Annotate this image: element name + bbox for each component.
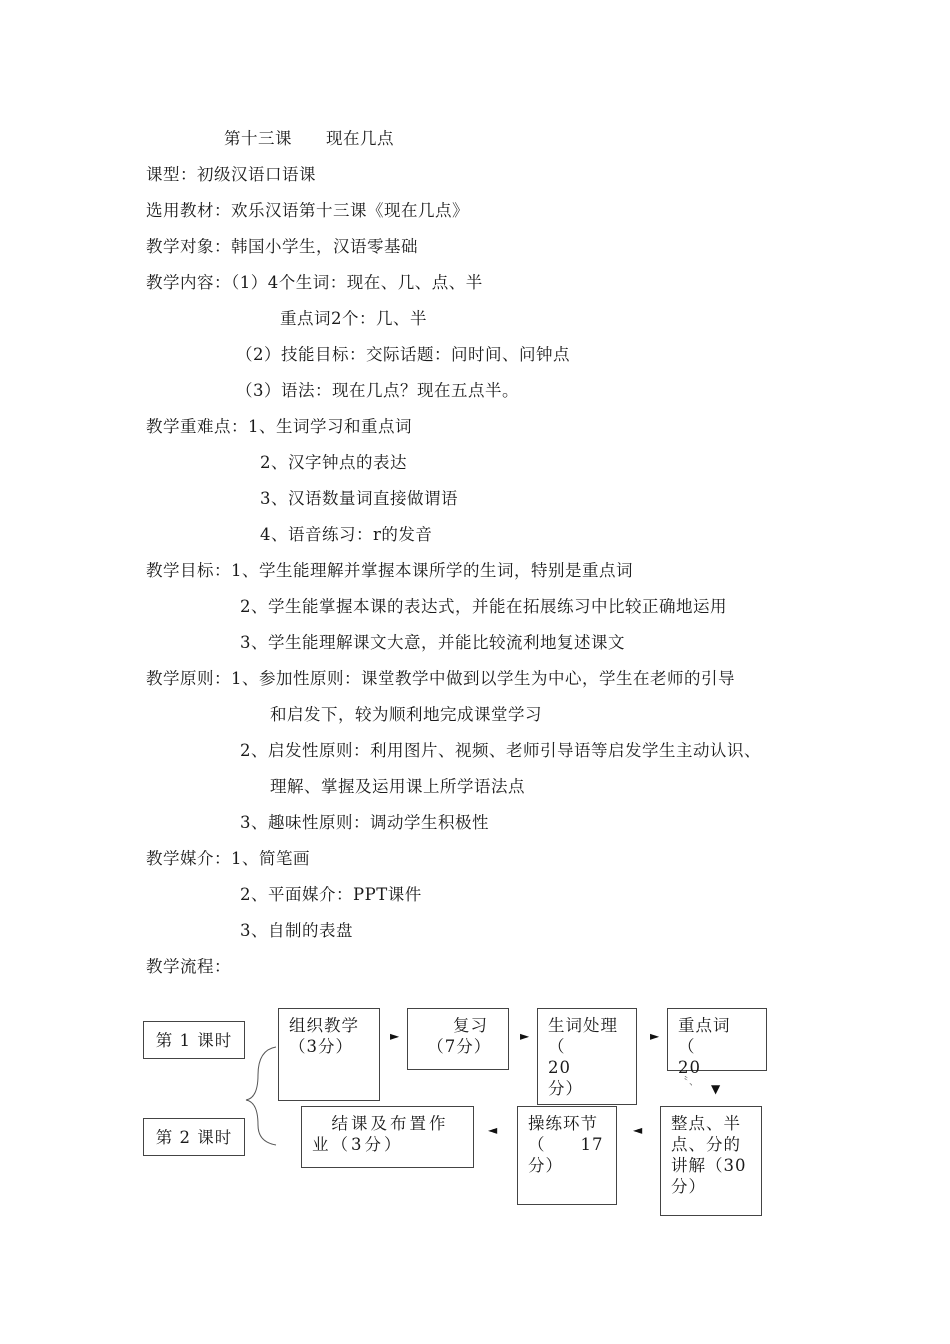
arrow-down-icon: ▼ bbox=[711, 1082, 721, 1096]
text-line-key-points-1: 教学重难点：1、生词学习和重点词 bbox=[146, 417, 412, 436]
step-box-review bbox=[407, 1008, 509, 1070]
step-text: （7分） bbox=[418, 1037, 492, 1056]
step-box-closing bbox=[301, 1106, 474, 1168]
step-box-organize bbox=[278, 1008, 380, 1101]
text-line-textbook: 选用教材：欢乐汉语第十三课《现在几点》 bbox=[146, 201, 469, 220]
session-box-2 bbox=[143, 1118, 245, 1156]
step-text: （3分） bbox=[289, 1037, 353, 1056]
step-text: 分） bbox=[528, 1156, 563, 1175]
step-text: 讲解（30 bbox=[671, 1156, 747, 1175]
step-text: 点、分的 bbox=[671, 1135, 741, 1154]
text-line-principles-3: 3、趣味性原则：调动学生积极性 bbox=[240, 813, 489, 832]
text-line-content-3: （3）语法：现在几点？现在五点半。 bbox=[236, 381, 519, 400]
text-line-key-points-4: 4、语音练习：r的发音 bbox=[260, 525, 433, 544]
step-text: 〝、 bbox=[678, 1077, 700, 1088]
text-line-flow-heading: 教学流程： bbox=[146, 957, 231, 976]
session-label-2: 第 2 课时 bbox=[155, 1127, 233, 1147]
step-text: 组织教学 bbox=[289, 1016, 359, 1035]
session-label-1: 第 1 课时 bbox=[155, 1030, 233, 1050]
arrow-left-icon: ◄ bbox=[633, 1123, 643, 1137]
step-text: 整点、半 bbox=[671, 1114, 741, 1133]
text-line-principles-2: 2、启发性原则：利用图片、视频、老师引导语等启发学生主动认识、 bbox=[240, 741, 761, 760]
step-text: 复习 bbox=[418, 1016, 488, 1035]
step-text: 分） bbox=[548, 1079, 583, 1098]
arrow-left-icon: ◄ bbox=[488, 1123, 498, 1137]
step-box-practice bbox=[517, 1106, 617, 1205]
text-line-principles-1: 教学原则：1、参加性原则：课堂教学中做到以学生为中心，学生在老师的引导 bbox=[146, 669, 735, 688]
step-text: 分） bbox=[671, 1177, 706, 1196]
text-line-principles-1-cont: 和启发下，较为顺利地完成课堂学习 bbox=[270, 705, 542, 724]
text-line-course-type: 课型：初级汉语口语课 bbox=[146, 165, 316, 184]
step-text: （ 17 bbox=[528, 1135, 604, 1154]
text-line-media-1: 教学媒介：1、简笔画 bbox=[146, 849, 310, 868]
text-line-content-key-words: 重点词2个：几、半 bbox=[280, 309, 427, 328]
step-text: （ 20 bbox=[678, 1037, 737, 1077]
step-text: 操练环节 bbox=[528, 1114, 598, 1133]
text-line-goals-3: 3、学生能理解课文大意，并能比较流利地复述课文 bbox=[240, 633, 625, 652]
text-line-content-1: 教学内容：（1）4个生词：现在、几、点、半 bbox=[146, 273, 483, 292]
text-line-content-2: （2）技能目标：交际话题：问时间、问钟点 bbox=[236, 345, 570, 364]
text-line-media-2: 2、平面媒介：PPT课件 bbox=[240, 885, 422, 904]
text-line-principles-2-cont: 理解、掌握及运用课上所学语法点 bbox=[270, 777, 525, 796]
arrow-right-icon: ► bbox=[650, 1029, 660, 1043]
text-line-audience: 教学对象：韩国小学生，汉语零基础 bbox=[146, 237, 418, 256]
text-line-media-3: 3、自制的表盘 bbox=[240, 921, 353, 940]
step-box-explanation bbox=[660, 1106, 762, 1216]
step-box-key-words bbox=[667, 1008, 767, 1088]
text-line-key-points-2: 2、汉字钟点的表达 bbox=[260, 453, 407, 472]
step-text: （ 20 bbox=[548, 1037, 607, 1077]
step-text: 生词处理 bbox=[548, 1016, 618, 1035]
text-line-goals-1: 教学目标：1、学生能理解并掌握本课所学的生词，特别是重点词 bbox=[146, 561, 633, 580]
arrow-right-icon: ► bbox=[390, 1029, 400, 1043]
step-text: 结课及布置作 bbox=[312, 1114, 449, 1133]
lesson-title: 第十三课 现在几点 bbox=[224, 129, 394, 148]
step-box-new-words bbox=[537, 1008, 637, 1105]
text-line-key-points-3: 3、汉语数量词直接做谓语 bbox=[260, 489, 458, 508]
step-text: 业（3分） bbox=[312, 1135, 404, 1154]
arrow-right-icon: ► bbox=[520, 1029, 530, 1043]
text-line-goals-2: 2、学生能掌握本课的表达式，并能在拓展练习中比较正确地运用 bbox=[240, 597, 727, 616]
step-text: 重点词 bbox=[678, 1016, 731, 1035]
session-box-1 bbox=[143, 1021, 245, 1059]
